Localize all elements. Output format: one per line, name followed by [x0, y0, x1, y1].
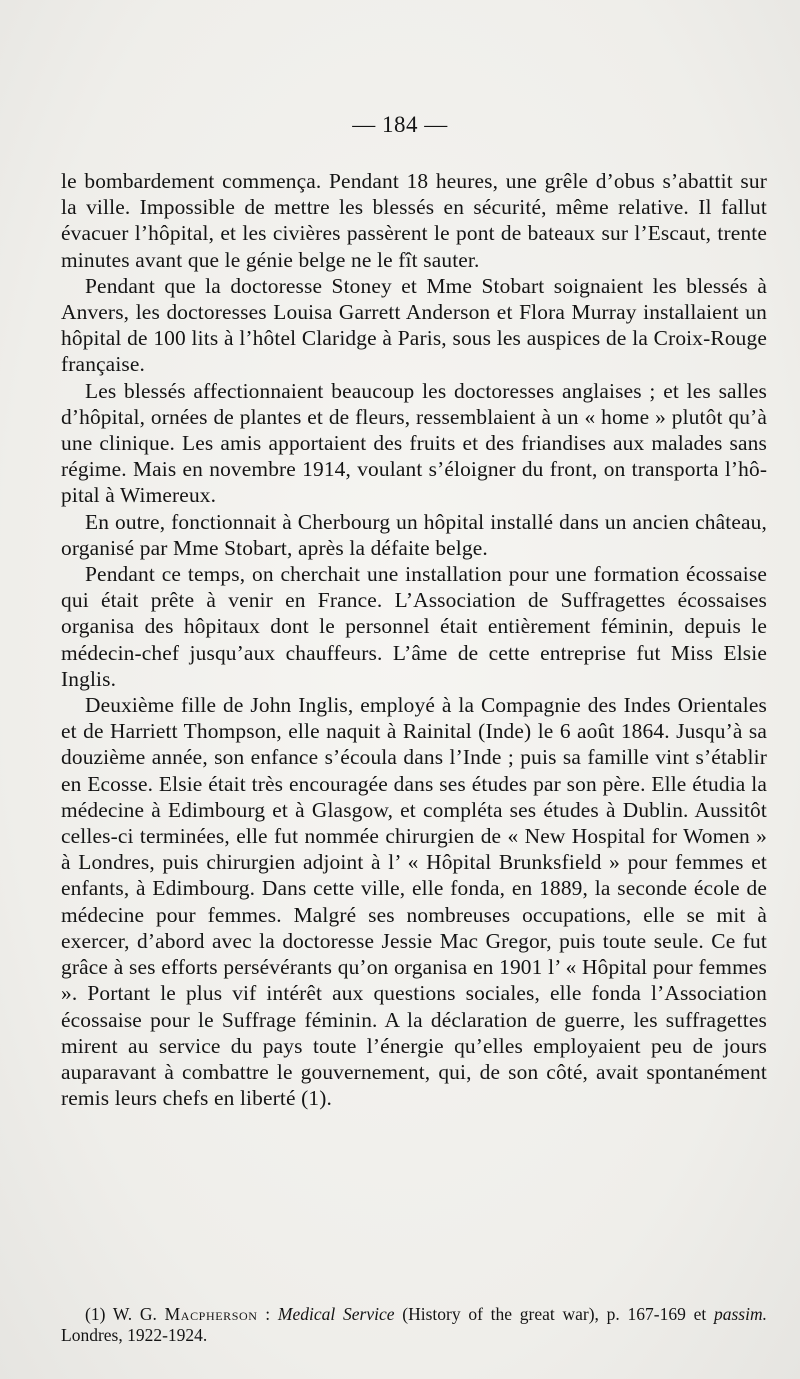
body-text: [61, 168, 767, 1111]
footnote-separator: :: [257, 1304, 278, 1324]
footnote-author: Macpherson: [164, 1304, 258, 1324]
footnote-middle: (History of the great war), p. 167-169 et: [394, 1304, 714, 1324]
paragraph: Pendant que la doctoresse Stoney et Mme Stobart soignaient les blessés à Anvers, les doctoresses Louisa Garrett Anderson et Flora Murray installaient un hôpital de 100 lits à l’hôtel Claridge à Paris, sous les auspices de la Croix-Rouge française.: [61, 273, 767, 377]
footnote: [61, 1304, 767, 1346]
footnote-end: Londres, 1922-1924.: [61, 1325, 208, 1345]
footnote-passim: passim.: [714, 1304, 767, 1324]
footnote-marker: (1) W. G.: [85, 1304, 157, 1324]
page-number: — 184 —: [352, 112, 448, 137]
paragraph: Les blessés affectionnaient beaucoup les doctoresses anglaises ; et les salles d’hôpital, ornées de plantes et de fleurs, ressemblaient à un « home » plutôt qu’à une clinique. Les amis apportaient des fruits et des friandises aux malades sans régime. Mais en novembre 1914, voulant s’éloigner du front, on transporta l’hôpital à Wimereux.: [61, 378, 767, 508]
paragraph: le bombardement commença. Pendant 18 heures, une grêle d’obus s’abattit sur la ville. Impossible de mettre les blessés en sécurité, même relative. Il fallut évacuer l’hôpital, et les civières passèrent le pont de bateaux sur l’Escaut, trente minutes avant que le génie belge ne le fît sauter.: [61, 169, 767, 272]
paragraph: Pendant ce temps, on cherchait une installation pour une formation écossaise qui était prête à venir en France. L’Association de Suffragettes écossaises organisa des hôpitaux dont le personnel était entièrement féminin, depuis le médecin-chef jusqu’aux chauffeurs. L’âme de cette entreprise fut Miss Elsie Inglis.: [61, 562, 767, 691]
paragraph: En outre, fonctionnait à Cherbourg un hôpital installé dans un ancien château, organisé par Mme Stobart, après la défaite belge.: [61, 509, 767, 560]
paragraph: Deuxième fille de John Inglis, employé à la Compagnie des Indes Orientales et de Harriett Thompson, elle naquit à Rainital (Inde) le 6 août 1864. Jusqu’à sa douzième année, son enfance s’écoula dans l’Inde ; puis sa famille vint s’établir en Ecosse. Elsie était très encouragée dans ses études par son père. Elle étudia la médecine à Edimbourg et à Glasgow, et compléta ses études à Dublin. Aussitôt celles-ci terminées, elle fut nommée chirurgien de « New Hospital for Women » à Londres, puis chirurgien adjoint à l’ « Hôpital Brunksfield » pour femmes et enfants, à Edimbourg. Dans cette ville, elle fonda, en 1889, la seconde école de médecine pour femmes. Malgré ses nombreuses occupations, elle se mit à exercer, d’abord avec la doctoresse Jessie Mac Gregor, puis toute seule. Ce fut grâce à ses efforts persévérants qu’on organisa en 1901 l’ « Hôpital pour femmes ». Portant le plus vif intérêt aux questions sociales, elle fonda l’Association écossaise pour le Suffrage féminin. A la déclaration de guerre, les suffragettes mirent au service du pays toute l’énergie qu’elles employaient peu de jours auparavant à combattre le gouvernement, qui, de son côté, avait spontanément remis leurs chefs en liberté (1).: [61, 693, 767, 1111]
footnote-title: Medical Service: [277, 1304, 395, 1324]
